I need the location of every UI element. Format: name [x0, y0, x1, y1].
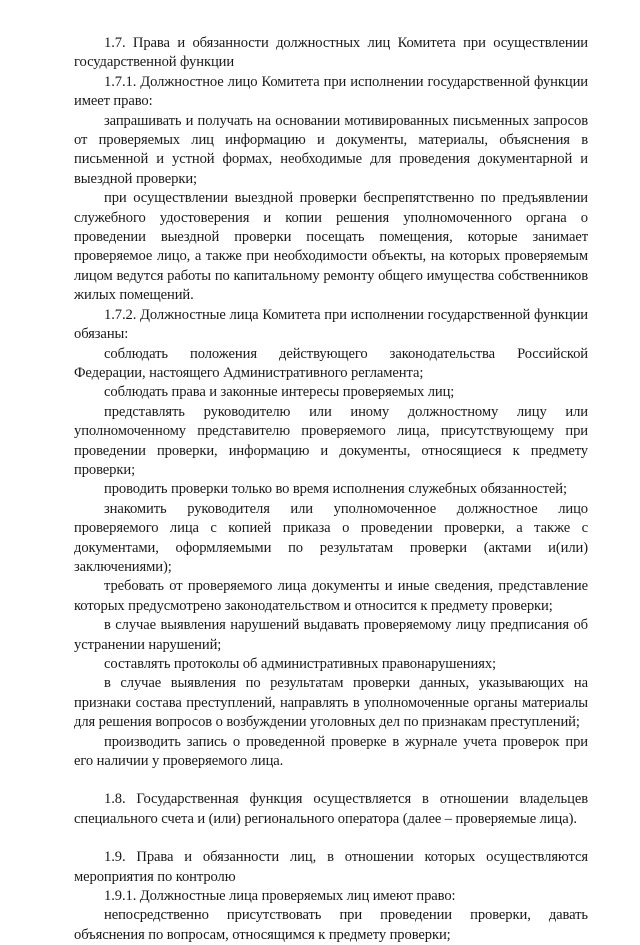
- duty-present-information: представлять руководителю или иному должностному лицу или уполномоченному представителю проверяемого лица, присутствующему при проведении проверки, информацию и документы, относящиеся к предмету проверки;: [74, 403, 588, 478]
- duty-draw-protocols: составлять протоколы об административных правонарушениях;: [104, 656, 496, 672]
- duty-record-inspection: производить запись о проведенной проверке в журнале учета проверок при его наличии у проверяемого лица.: [74, 733, 588, 770]
- right-visit-premises: при осуществлении выездной проверки беспрепятственно по предъявлении служебного удостоверения и копии решения уполномоченного органа о проведении выездной проверки посещать помещения, которые занимает проверяемое лицо, а также при необходимости объекты, на которых проверяемым лицом ведутся работы по капитальному ремонту общего имущества собственников жилых помещений.: [74, 190, 588, 304]
- section-1-8: 1.8. Государственная функция осуществляется в отношении владельцев специального счета и (или) регионального оператора (далее – проверяемые лица).: [74, 791, 588, 827]
- subsection-1-9-1-heading: 1.9.1. Должностные лица проверяемых лиц имеют право:: [104, 888, 456, 905]
- subsection-1-7-1-heading: 1.7.1. Должностное лицо Комитета при исполнении государственной функции имеет право:: [74, 73, 588, 110]
- duty-forward-materials: в случае выявления по результатам проверки данных, указывающих на признаки состава преступлений, направлять в уполномоченные органы материалы для решения вопросов о возбуждении уголовных дел по признакам преступлений;: [74, 675, 588, 731]
- right-request-information: запрашивать и получать на основании мотивированных письменных запросов от проверяемых лиц информацию и документы, материалы, объяснения в письменной и устной формах, необходимые для проведения документарной и выездной проверки;: [74, 112, 588, 187]
- duty-familiarize-order: знакомить руководителя или уполномоченное должностное лицо проверяемого лица с копией приказа о проведении проверки, а также с документами, оформляемыми по результатам проверки (актами и(или) заключениями);: [74, 500, 588, 575]
- section-1-7-heading: 1.7. Права и обязанности должностных лиц Комитета при осуществлении государственной функции: [74, 35, 588, 71]
- duty-respect-rights: соблюдать права и законные интересы проверяемых лиц;: [104, 384, 455, 401]
- duty-observe-legislation: соблюдать положения действующего законодательства Российской Федерации, настоящего Административного регламента;: [74, 345, 588, 381]
- duty-issue-orders: в случае выявления нарушений выдавать проверяемому лицу предписания об устранении нарушений;: [74, 617, 588, 653]
- subsection-1-7-2-heading: 1.7.2. Должностные лица Комитета при исполнении государственной функции обязаны:: [74, 306, 588, 343]
- section-1-9-heading: 1.9. Права и обязанности лиц, в отношении которых осуществляются мероприятия по контролю: [74, 849, 588, 885]
- duty-inspect-during-service: проводить проверки только во время исполнения служебных обязанностей;: [104, 481, 567, 498]
- right-be-present: непосредственно присутствовать при проведении проверки, давать объяснения по вопросам, относящимся к предмету проверки;: [74, 907, 588, 943]
- document-body: [74, 34, 588, 945]
- duty-request-documents: требовать от проверяемого лица документы и иные сведения, представление которых предусмотрено законодательством и относится к предмету проверки;: [74, 578, 588, 614]
